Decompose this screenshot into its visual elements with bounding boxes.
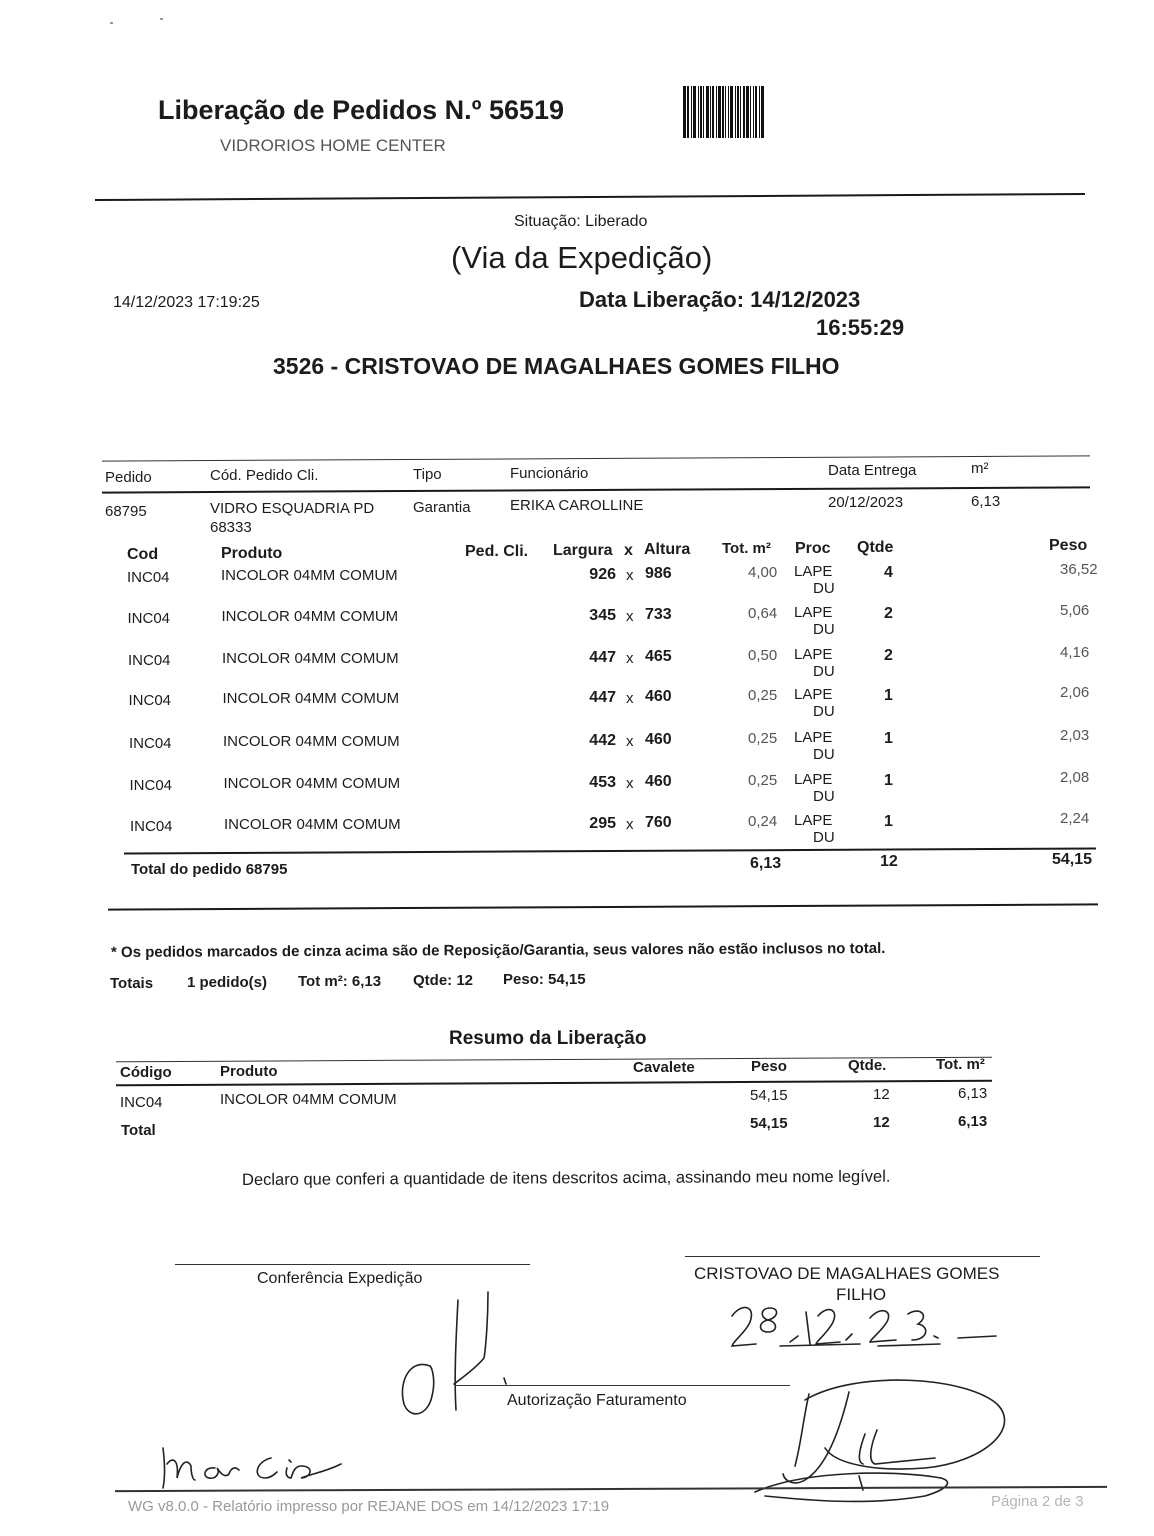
item-cod: INC04: [129, 735, 172, 752]
footer-pagina: Página 2 de 3: [991, 1493, 1084, 1510]
totais-peso: Peso: 54,15: [503, 971, 586, 988]
data-liberacao: Data Liberação: 14/12/2023: [579, 287, 861, 312]
item-largura: 345: [589, 607, 616, 624]
item-tot-m2: 4,00: [748, 564, 778, 581]
item-proc-2: DU: [813, 746, 835, 763]
item-cod: INC04: [129, 777, 173, 794]
conferencia-line: [175, 1264, 530, 1265]
item-produto: INCOLOR 04MM COMUM: [223, 733, 400, 750]
footer-impresso: WG v8.0.0 - Relatório impresso por REJANE DOS em 14/12/2023 17:19: [128, 1498, 610, 1515]
resumo-col-cavalete: Cavalete: [633, 1059, 695, 1076]
item-tot-m2: 0,25: [748, 772, 778, 789]
conferencia-label: Conferência Expedição: [257, 1270, 423, 1287]
scan-dot: [160, 18, 163, 20]
total-pedido-label: Total do pedido 68795: [131, 861, 288, 878]
item-produto: INCOLOR 04MM COMUM: [221, 567, 398, 584]
pedido-tipo: Garantia: [413, 499, 471, 516]
item-peso: 2,08: [1060, 769, 1090, 786]
resumo-col-codigo: Código: [120, 1064, 172, 1081]
resumo-header-line: [116, 1080, 992, 1087]
item-qtde: 2: [884, 647, 893, 664]
col-tipo: Tipo: [413, 466, 442, 483]
item-proc-1: LAPE: [794, 686, 833, 703]
handwritten-date: [720, 1296, 1010, 1356]
item-proc-1: LAPE: [794, 812, 833, 829]
item-produto: INCOLOR 04MM COMUM: [224, 816, 401, 833]
item-qtde: 1: [884, 813, 893, 830]
item-largura: 442: [589, 732, 616, 749]
items-col-largura: Largura: [553, 542, 613, 559]
item-peso: 4,16: [1060, 644, 1090, 661]
pedido-numero: 68795: [105, 503, 147, 520]
col-funcionario: Funcionário: [510, 465, 589, 482]
print-timestamp: 14/12/2023 17:19:25: [113, 294, 260, 311]
resumo-total-m2: 6,13: [958, 1113, 988, 1130]
declaracao-text: Declaro que conferi a quantidade de itens descritos acima, assinando meu nome legível.: [241, 1167, 891, 1189]
totais-pedidos: 1 pedido(s): [187, 974, 268, 991]
barcode-bar: [761, 86, 764, 138]
item-altura: 460: [645, 773, 672, 790]
col-cod-pedido-cli: Cód. Pedido Cli.: [210, 467, 319, 484]
table-top-line: [102, 455, 1090, 461]
barcode: [683, 86, 858, 138]
item-altura: 465: [645, 648, 672, 665]
item-peso: 5,06: [1060, 602, 1090, 619]
item-peso: 36,52: [1060, 561, 1098, 578]
item-cod: INC04: [128, 692, 172, 709]
autorizacao-line: [455, 1385, 790, 1386]
items-col-peso: Peso: [1049, 537, 1088, 554]
items-col-qtde: Qtde: [857, 539, 894, 556]
item-produto: INCOLOR 04MM COMUM: [222, 650, 399, 667]
items-col-produto: Produto: [221, 545, 283, 562]
resumo-total-label: Total: [121, 1122, 156, 1139]
item-x: x: [626, 690, 634, 707]
items-col-altura: Altura: [644, 541, 691, 558]
item-tot-m2: 0,25: [748, 730, 778, 747]
totais-qtde: Qtde: 12: [413, 972, 474, 989]
items-col-cod: Cod: [127, 546, 159, 563]
resumo-col-produto: Produto: [220, 1063, 278, 1080]
item-produto: INCOLOR 04MM COMUM: [222, 690, 400, 707]
item-x: x: [626, 650, 634, 667]
item-proc-2: DU: [813, 788, 835, 805]
item-cod: INC04: [128, 652, 171, 669]
total-line: [124, 847, 1096, 854]
item-peso: 2,06: [1060, 684, 1090, 701]
page-title: Liberação de Pedidos N.º 56519: [158, 95, 565, 125]
item-proc-1: LAPE: [794, 729, 833, 746]
resumo-col-qtde: Qtde.: [848, 1057, 887, 1074]
item-proc-2: DU: [813, 621, 835, 638]
items-col-proc: Proc: [795, 540, 831, 557]
item-proc-1: LAPE: [794, 646, 833, 663]
item-cod: INC04: [127, 610, 171, 627]
item-proc-2: DU: [813, 663, 835, 680]
via-title: (Via da Expedição): [451, 240, 713, 275]
cliente-nome: 3526 - CRISTOVAO DE MAGALHAES GOMES FILHO: [273, 353, 840, 379]
item-qtde: 1: [884, 687, 893, 704]
item-altura: 760: [645, 814, 672, 831]
item-peso: 2,24: [1060, 810, 1090, 827]
item-altura: 986: [645, 565, 672, 582]
resumo-col-tot-m2: Tot. m²: [936, 1056, 985, 1073]
item-altura: 460: [645, 688, 672, 705]
table-header-line: [102, 486, 1090, 493]
col-m2: m²: [971, 460, 989, 477]
resumo-row-qtde: 12: [873, 1086, 890, 1103]
item-qtde: 2: [884, 605, 893, 622]
item-tot-m2: 0,25: [748, 687, 778, 704]
item-proc-2: DU: [813, 580, 835, 597]
company-name: VIDRORIOS HOME CENTER: [220, 136, 446, 155]
item-tot-m2: 0,64: [748, 605, 778, 622]
item-x: x: [626, 816, 634, 833]
resumo-row-codigo: INC04: [120, 1094, 163, 1111]
total-pedido-m2: 6,13: [750, 855, 782, 872]
resumo-title: Resumo da Liberação: [449, 1028, 647, 1049]
cliente-sign-line: [685, 1256, 1040, 1257]
resumo-col-peso: Peso: [751, 1058, 787, 1075]
item-tot-m2: 0,24: [748, 813, 778, 830]
resumo-total-qtde: 12: [873, 1114, 890, 1131]
pedido-cod-cli-1: VIDRO ESQUADRIA PD: [210, 500, 375, 517]
item-x: x: [626, 608, 634, 625]
resumo-row-peso: 54,15: [750, 1087, 788, 1104]
item-largura: 926: [589, 566, 616, 583]
item-largura: 295: [589, 815, 616, 832]
item-proc-1: LAPE: [794, 771, 833, 788]
item-altura: 460: [645, 731, 672, 748]
col-pedido: Pedido: [105, 469, 152, 486]
item-proc-1: LAPE: [794, 563, 833, 580]
total-pedido-qtde: 12: [880, 853, 898, 870]
item-qtde: 1: [884, 730, 893, 747]
totais-m2: Tot m²: 6,13: [298, 973, 382, 990]
totais-label: Totais: [110, 975, 154, 992]
item-qtde: 1: [884, 772, 893, 789]
item-peso: 2,03: [1060, 727, 1090, 744]
item-largura: 447: [589, 649, 616, 666]
hora-liberacao: 16:55:29: [816, 315, 905, 340]
scan-dot: [110, 22, 113, 24]
pedido-cod-cli-2: 68333: [210, 519, 252, 536]
situacao-text: Situação: Liberado: [514, 213, 648, 230]
pedido-data-entrega: 20/12/2023: [828, 494, 904, 511]
autorizacao-label: Autorização Faturamento: [507, 1392, 687, 1409]
item-cod: INC04: [127, 569, 170, 586]
item-altura: 733: [645, 606, 672, 623]
pedido-funcionario: ERIKA CAROLLINE: [510, 497, 644, 514]
item-produto: INCOLOR 04MM COMUM: [221, 608, 399, 625]
client-signature: [745, 1370, 1015, 1530]
cliente-sign-name-1: CRISTOVAO DE MAGALHAES GOMES: [694, 1264, 1000, 1283]
item-x: x: [626, 567, 634, 584]
nota-reposicao: * Os pedidos marcados de cinza acima são de Reposição/Garantia, seus valores não estão inclusos no total.: [110, 939, 886, 961]
resumo-total-peso: 54,15: [750, 1115, 788, 1132]
item-cod: INC04: [130, 818, 173, 835]
item-tot-m2: 0,50: [748, 647, 778, 664]
resumo-row-produto: INCOLOR 04MM COMUM: [220, 1091, 397, 1108]
section-end-line: [108, 903, 1098, 910]
item-largura: 447: [589, 689, 616, 706]
cliente-sign-name-2: FILHO: [836, 1285, 887, 1304]
col-data-entrega: Data Entrega: [828, 462, 917, 479]
item-x: x: [626, 775, 634, 792]
items-col-x: x: [624, 542, 633, 559]
item-produto: INCOLOR 04MM COMUM: [223, 775, 401, 792]
items-col-ped-cli: Ped. Cli.: [465, 543, 529, 560]
item-qtde: 4: [884, 564, 893, 581]
item-proc-1: LAPE: [794, 604, 833, 621]
total-pedido-peso: 54,15: [1052, 851, 1093, 868]
item-largura: 453: [589, 774, 616, 791]
items-col-tot-m2: Tot. m²: [722, 540, 771, 557]
pedido-m2: 6,13: [971, 493, 1001, 510]
item-proc-2: DU: [813, 829, 835, 846]
header-divider: [95, 193, 1085, 201]
resumo-row-tot-m2: 6,13: [958, 1085, 988, 1102]
item-proc-2: DU: [813, 703, 835, 720]
item-x: x: [626, 733, 634, 750]
